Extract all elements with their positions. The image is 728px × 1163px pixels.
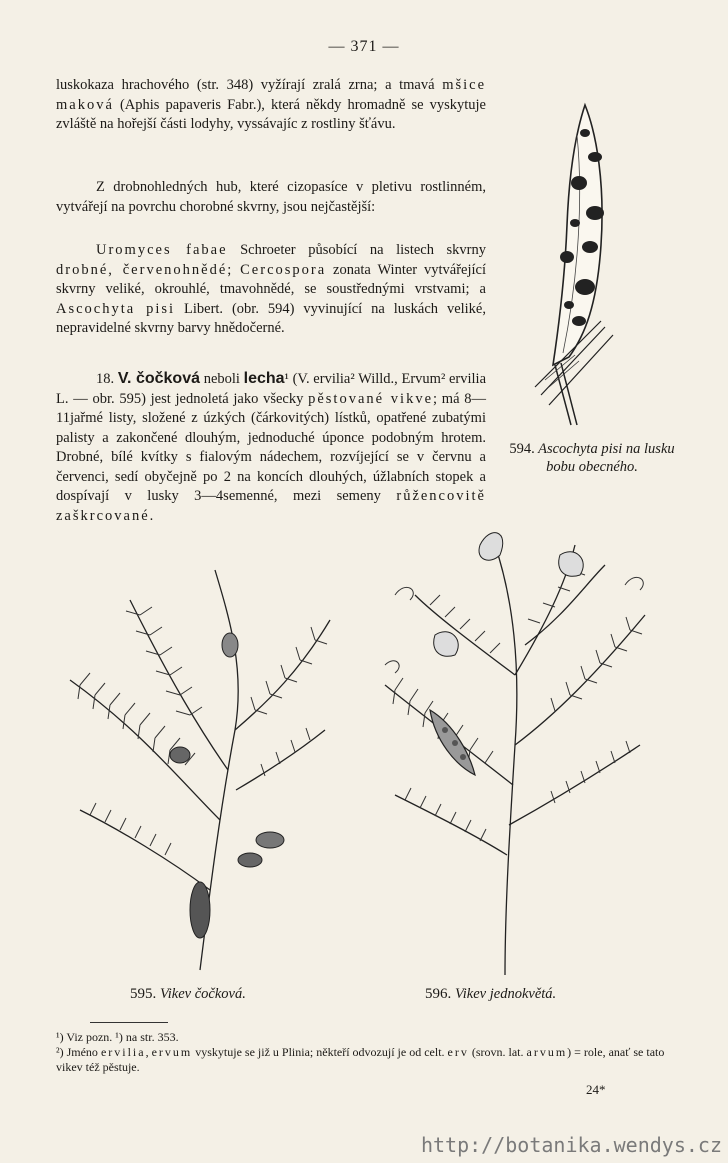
figure-596-plant-illustration [375, 525, 655, 980]
text: luskokaza hrachového (str. 348) vyžírají zralá zrna; a tmavá [56, 77, 435, 93]
paragraph-fungi-intro [56, 178, 486, 217]
species-name: Cercospora [240, 261, 327, 278]
text: ²) Jméno [56, 1045, 98, 1059]
text: růžencovitě zaškrcované. [56, 488, 486, 524]
text: erv [447, 1045, 469, 1059]
text: vyskytuje se již u Plinia; někteří odvozují je od celt. [195, 1045, 445, 1059]
text: (srovn. lat. [471, 1045, 524, 1059]
footnote-2 [56, 1045, 676, 1075]
text: , [145, 1045, 149, 1059]
figure-number: 595. [130, 986, 157, 1002]
text: ervilia [100, 1045, 146, 1059]
watermark-url[interactable]: http://botanika.wendys.cz [420, 1133, 722, 1157]
paragraph-vikev [56, 369, 486, 526]
text: Schroeter působící na listech skvrny [227, 242, 486, 258]
figure-594-pod-illustration [505, 95, 635, 430]
text: ervum [151, 1045, 193, 1059]
caption-text: Vikev čočková. [160, 986, 246, 1002]
species-name: Ascochyta pisi [56, 300, 176, 317]
species-name: Uromyces fabae [96, 242, 228, 258]
caption-text: Vikev jednokvětá. [455, 986, 557, 1002]
text: (Aphis papaveris Fabr.), která někdy hromadně se vyskytuje zvláště na hořejší části lodyhy, vyssávajíc z rostliny šťávu. [56, 96, 486, 132]
figure-number: 596. [425, 986, 452, 1002]
figure-595-caption [130, 986, 246, 1003]
text: zonata Winter vytvářející skvrny veliké, okrouhlé, tmavohnědé, se soustřednými vrstvami; a [56, 261, 486, 297]
species-name: mšice maková [56, 77, 487, 113]
page-number: — 371 — [328, 38, 400, 55]
paragraph-pests [56, 76, 486, 135]
text: drobné, červenohnědé; [56, 261, 234, 278]
footnote-divider [90, 1022, 168, 1023]
signature-mark: 24* [586, 1082, 606, 1097]
text: Libert. (obr. 594) vyvinující na luskách veliké, nepravidelné skvrny barvy hnědočerné. [56, 300, 486, 336]
figure-596-caption [425, 986, 556, 1003]
species-title-alt: lecha [243, 370, 285, 387]
figure-594-caption [507, 440, 677, 476]
footnote-1: ¹) Viz pozn. ¹) na str. 353. [56, 1030, 179, 1044]
item-number: 18. [96, 371, 115, 387]
text: ¹ (V. ervilia² Willd., Ervum² ervilia L. — obr. 595) jest jednoletá jako všecky [56, 371, 487, 407]
species-title: V. čočková [117, 370, 201, 387]
paragraph-fungi-list [56, 241, 486, 339]
figure-595-plant-illustration [60, 560, 340, 980]
text: arvum [526, 1045, 568, 1059]
caption-text: Ascochyta pisi na lusku bobu obecného. [538, 441, 675, 475]
text: ; má 8—11jařmé listy, složené z úzkých (čárkovitých) lístků, opatřené zubatými palisty a zakončené dlouhým, jednoduché úponce podobným hrotem. Drobné, bílé kvítky s fialovým nádechem, rozvíjející se v červnu a červenci, sedí obyčejně po 2 na koncích dlouhých, úžlabních stopek a dospívají v lusky 3—4semenné, mezi semeny [56, 390, 486, 504]
text: Z drobnohledných hub, které cizopasíce v pletivu rostlinném, vytvářejí na povrchu chorobné skvrny, jsou nejčastější: [56, 179, 486, 215]
text: ) = role, anať se tato vikev též pěstuje. [56, 1045, 665, 1074]
text: pěstované vikve [308, 390, 434, 407]
figure-number: 594. [509, 441, 535, 457]
text: neboli [200, 371, 244, 387]
